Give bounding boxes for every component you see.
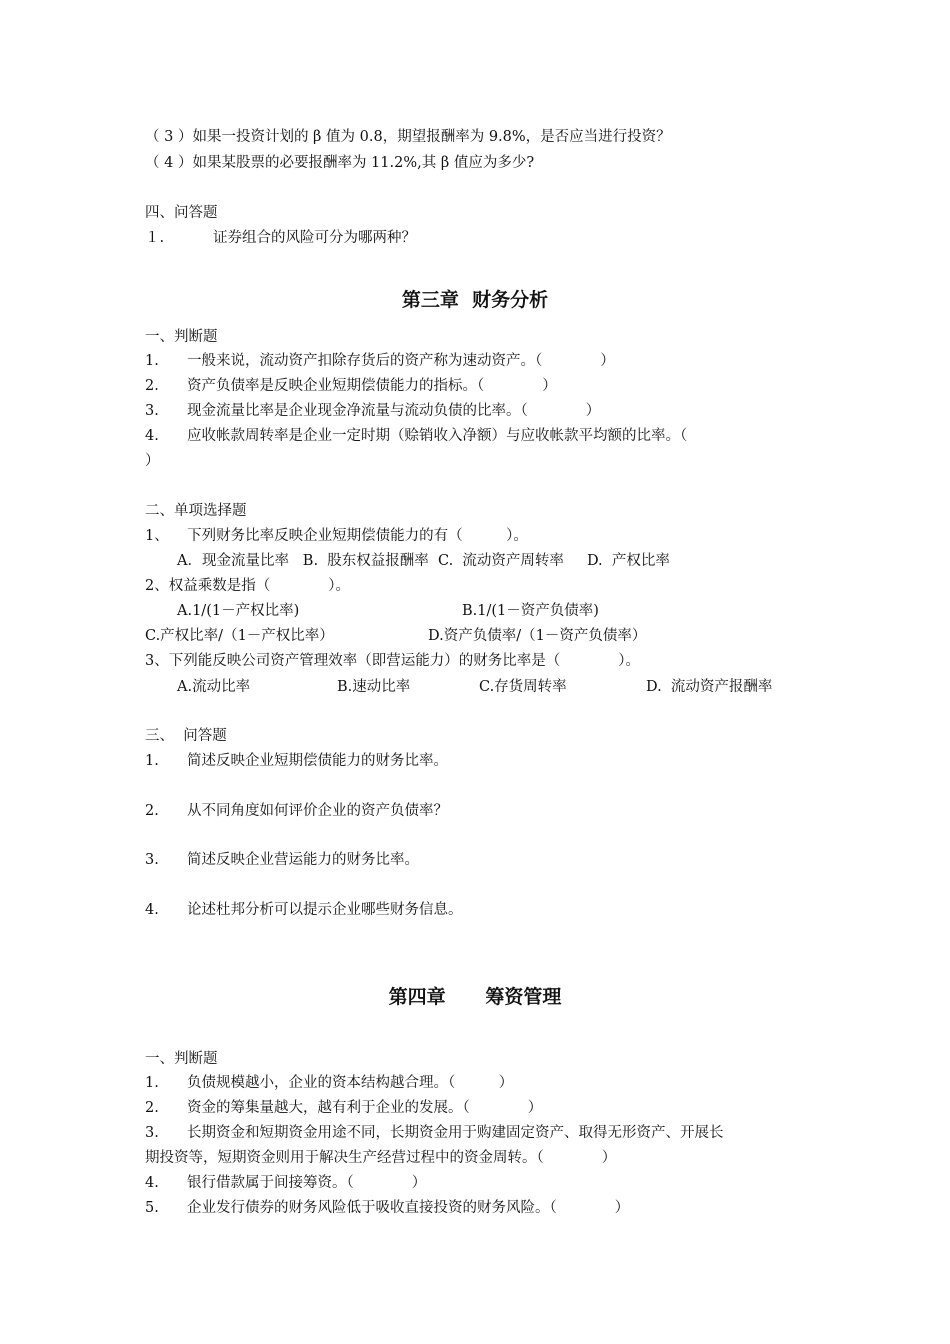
chapter-3-title: 第三章 财务分析 xyxy=(401,289,549,311)
item-text: 简述反映企业营运能力的财务比率。 xyxy=(187,852,419,868)
item-number: 2. xyxy=(145,803,159,819)
chapter-4-title: 第四章 筹资管理 xyxy=(388,986,562,1008)
item-number: 1. xyxy=(145,753,159,769)
item-text: 一般来说，流动资产扣除存货后的资产称为速动资产。（ ） xyxy=(187,353,615,369)
section-qa-header: 四、问答题 xyxy=(145,205,218,221)
item-number: 3. xyxy=(145,1125,159,1141)
ch3-choice-1-options: A．现金流量比率 B. 股东权益报酬率 C. 流动资产周转率 D. 产权比率 xyxy=(177,553,670,569)
ch3-qa-item-3 xyxy=(145,850,419,870)
qa-item-1 xyxy=(145,228,416,248)
ch3-qa-item-2 xyxy=(145,801,448,821)
ch4-judge-item-1 xyxy=(145,1073,513,1093)
ch3-choice-header: 二、单项选择题 xyxy=(145,503,247,519)
ch4-judge-item-4 xyxy=(145,1173,426,1193)
item-number: 3. xyxy=(145,403,159,419)
ch4-judge-item-5 xyxy=(145,1198,629,1218)
ch3-judge-item-4 xyxy=(145,426,687,446)
item-text: 应收帐款周转率是企业一定时期（赊销收入净额）与应收帐款平均额的比率。（ xyxy=(187,428,688,444)
item-number: 4. xyxy=(145,902,159,918)
question-4: （ 4 ）如果某股票的必要报酬率为 11.2%,其 β 值应为多少? xyxy=(145,155,535,171)
item-text: 银行借款属于间接筹资。（ ） xyxy=(187,1175,427,1191)
item-number: 2. xyxy=(145,1100,159,1116)
ch3-choice-2: 2、权益乘数是指（ ）。 xyxy=(145,578,350,594)
item-number: 2. xyxy=(145,378,159,394)
item-text: 企业发行债券的财务风险低于吸收直接投资的财务风险。（ ） xyxy=(187,1200,630,1216)
question-3: （ 3 ）如果一投资计划的 β 值为 0.8，期望报酬率为 9.8%，是否应当进行投资？ xyxy=(145,129,671,145)
ch3-choice-2-option-c: C.产权比率/（1－产权比率） xyxy=(145,628,334,644)
ch3-judge-header: 一、判断题 xyxy=(145,329,218,345)
item-number: 3. xyxy=(145,852,159,868)
ch3-judge-item-2 xyxy=(145,376,557,396)
ch3-qa-item-1 xyxy=(145,751,448,771)
ch3-choice-3: 3、下列能反映公司资产管理效率（即营运能力）的财务比率是（ ）。 xyxy=(145,653,640,669)
item-text: 现金流量比率是企业现金净流量与流动负债的比率。（ ） xyxy=(187,403,601,419)
item-text: 简述反映企业短期偿债能力的财务比率。 xyxy=(187,753,448,769)
item-number: 1. xyxy=(145,1075,159,1091)
ch3-qa-item-4 xyxy=(145,900,463,920)
item-number: 1. xyxy=(145,353,159,369)
item-text: 资金的筹集量越大，越有利于企业的发展。（ ） xyxy=(187,1100,543,1116)
qa-item-number: １. xyxy=(145,230,165,246)
ch3-choice-3-option-b: B.速动比率 xyxy=(337,679,411,695)
ch3-qa-header: 三、 问答题 xyxy=(145,728,227,744)
ch3-judge-item-4-cont: ） xyxy=(145,453,160,469)
item-text: 资产负债率是反映企业短期偿债能力的指标。（ ） xyxy=(187,378,557,394)
ch3-choice-2-option-d: D.资产负债率/（1－资产负债率） xyxy=(428,628,647,644)
ch3-judge-item-3 xyxy=(145,401,600,421)
ch3-judge-item-1 xyxy=(145,351,615,371)
item-number: 4. xyxy=(145,428,159,444)
item-number: 5. xyxy=(145,1200,159,1216)
ch4-judge-item-2 xyxy=(145,1098,542,1118)
item-text: 长期资金和短期资金用途不同，长期资金用于购建固定资产、取得无形资产、开展长 xyxy=(187,1125,724,1141)
ch3-choice-3-option-c: C.存货周转率 xyxy=(479,679,567,695)
item-text: 从不同角度如何评价企业的资产负债率？ xyxy=(187,803,448,819)
ch4-judge-item-3-cont: 期投资等，短期资金则用于解决生产经营过程中的资金周转。（ ） xyxy=(145,1150,617,1166)
ch4-judge-item-3 xyxy=(145,1123,724,1143)
qa-item-text: 证券组合的风险可分为哪两种？ xyxy=(213,230,416,246)
ch3-choice-2-option-b: B.1/(1－资产负债率) xyxy=(462,603,599,619)
ch4-judge-header: 一、判断题 xyxy=(145,1051,218,1067)
item-number: 4. xyxy=(145,1175,159,1191)
ch3-choice-2-option-a: A.1/(1－产权比率) xyxy=(177,603,300,619)
ch3-choice-3-option-a: A.流动比率 xyxy=(177,679,251,695)
item-text: 负债规模越小，企业的资本结构越合理。（ ） xyxy=(187,1075,514,1091)
ch3-choice-3-option-d: D. 流动资产报酬率 xyxy=(646,679,773,695)
ch3-choice-1: 1、 下列财务比率反映企业短期偿债能力的有（ ）。 xyxy=(145,528,528,544)
item-text: 论述杜邦分析可以提示企业哪些财务信息。 xyxy=(187,902,463,918)
